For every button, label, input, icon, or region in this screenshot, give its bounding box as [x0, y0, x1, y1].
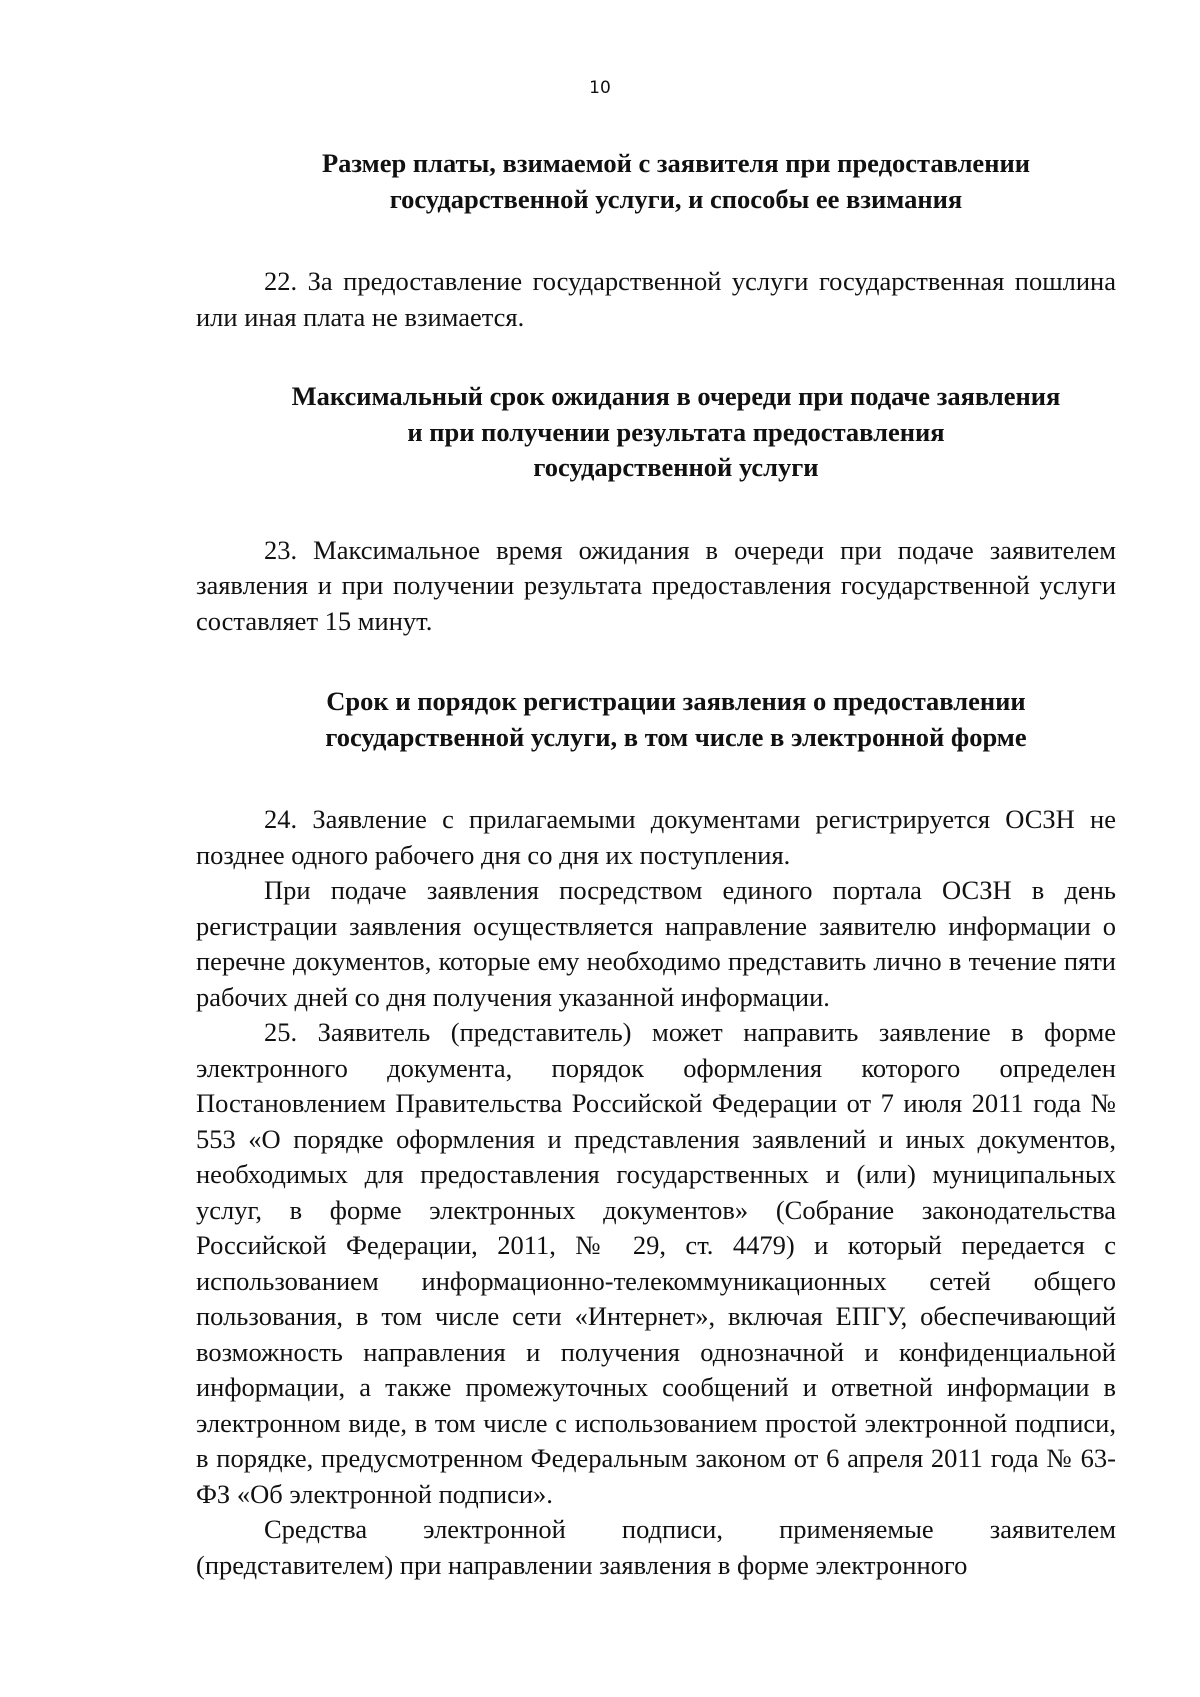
section-heading-registration — [196, 684, 1116, 755]
paragraph-24-portal: При подаче заявления посредством единого портала ОСЗН в день регистрации заявления осуществляется направление заявителю информации о перечне документов, которые ему необходимо представить лично в течение пяти рабочих дней со дня получения указанной информации. — [196, 875, 1116, 1012]
heading-line: Максимальный срок ожидания в очереди при подаче заявления — [291, 381, 1061, 411]
heading-line: государственной услуги, и способы ее взимания — [389, 183, 963, 214]
heading-line: государственной услуги, в том числе в электронной форме — [325, 721, 1027, 752]
document-body — [196, 146, 1116, 1583]
paragraph-25-signature: Средства электронной подписи, применяемые заявителем (представителем) при направлении заявления в форме электронного — [196, 1514, 1116, 1580]
paragraph-24: 24. Заявление с прилагаемыми документами регистрируется ОСЗН не позднее одного рабочего дня со дня их поступления. — [196, 804, 1116, 870]
heading-line: и при получении результата предоставления — [407, 416, 945, 447]
paragraph-25: 25. Заявитель (представитель) может направить заявление в форме электронного документа, порядок оформления которого определен Постановлением Правительства Российской Федерации от 7 июля 2011 года № 553 «О порядке оформления и представления заявлений и иных документов, необходимых для предоставления государственных и (или) муниципальных услуг, в форме электронных документов» (Собрание законодательства Российской Федерации, 2011, № 29, ст. 4479) и который передается с использованием информационно-телекоммуникационных сетей общего пользования, в том числе сети «Интернет», включая ЕПГУ, обеспечивающий возможность направления и получения однозначной и конфиденциальной информации, а также промежуточных сообщений и ответной информации в электронном виде, в том числе с использованием простой электронной подписи, в порядке, предусмотренном Федеральным законом от 6 апреля 2011 года № 63-ФЗ «Об электронной подписи». — [196, 1017, 1116, 1509]
section-heading-queue-time — [196, 379, 1116, 486]
heading-line: государственной услуги — [533, 452, 819, 482]
section-heading-fee — [196, 146, 1116, 217]
paragraph-23: 23. Максимальное время ожидания в очереди при подаче заявителем заявления и при получении результата предоставления государственной услуги составляет 15 минут. — [196, 534, 1116, 636]
heading-line: Размер платы, взимаемой с заявителя при предоставлении — [321, 148, 1031, 178]
page-number: 10 — [589, 78, 611, 98]
heading-line: Срок и порядок регистрации заявления о предоставлении — [326, 686, 1026, 716]
paragraph-22: 22. За предоставление государственной услуги государственная пошлина или иная плата не взимается. — [196, 266, 1116, 332]
